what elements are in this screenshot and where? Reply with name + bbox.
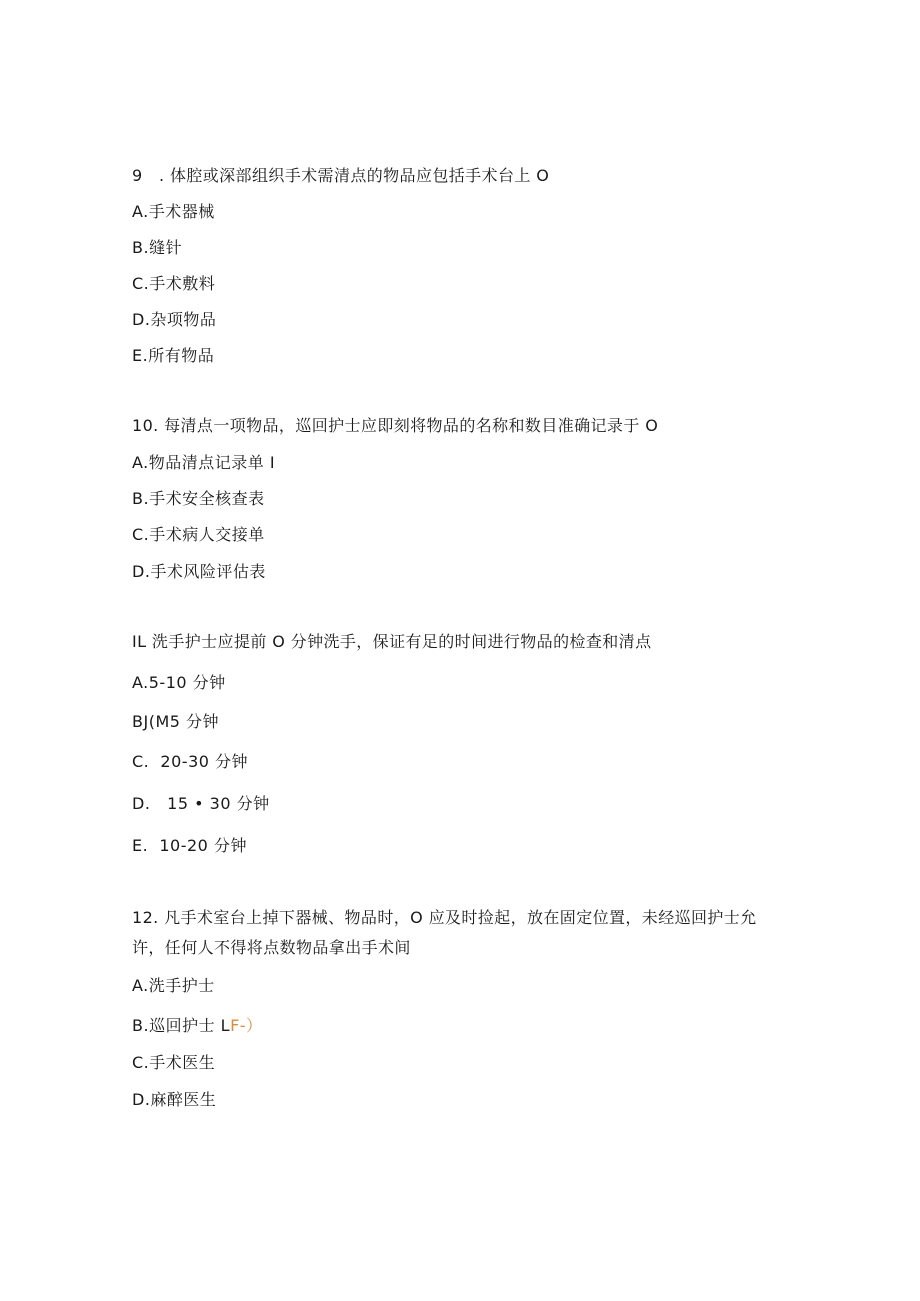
question-11-option-e: E. 10-20 分钟 <box>132 836 247 855</box>
question-10-option-c: C.手术病人交接单 <box>132 525 265 544</box>
question-10-option-d: D.手术风险评估表 <box>132 562 266 581</box>
question-9-stem: 9 . 体腔或深部组织手术需清点的物品应包括手术台上 O <box>132 166 550 185</box>
question-12-option-a: A.洗手护士 <box>132 976 215 995</box>
question-12-option-b <box>132 1016 263 1036</box>
question-12-option-d: D.麻醉医生 <box>132 1090 217 1109</box>
question-9-option-b: B.缝针 <box>132 238 183 257</box>
question-9-option-d: D.杂项物品 <box>132 310 217 329</box>
question-9-option-e: E.所有物品 <box>132 346 215 365</box>
question-12-stem-line-1: 12. 凡手术室台上掉下器械、物品时，O 应及时捡起，放在固定位置，未经巡回护士允 <box>132 908 757 927</box>
question-12-stem-line-2: 许，任何人不得将点数物品拿出手术间 <box>132 938 411 957</box>
question-12-option-b-mark: F-） <box>230 1016 263 1035</box>
question-11-option-c: C. 20-30 分钟 <box>132 752 249 771</box>
question-12-option-b-text: B.巡回护士 L <box>132 1016 231 1035</box>
question-10-option-b: B.手术安全核查表 <box>132 489 265 508</box>
question-11-option-d: D. 15 • 30 分钟 <box>132 794 270 813</box>
question-10-stem: 10. 每清点一项物品，巡回护士应即刻将物品的名称和数目准确记录于 O <box>132 416 659 435</box>
question-11-option-a: A.5-10 分钟 <box>132 673 226 692</box>
question-9-option-a: A.手术器械 <box>132 202 215 221</box>
question-10-option-a: A.物品清点记录单 I <box>132 453 276 472</box>
question-9-option-c: C.手术敷料 <box>132 274 216 293</box>
question-12-option-c: C.手术医生 <box>132 1053 216 1072</box>
question-11-stem: IL 洗手护士应提前 O 分钟洗手，保证有足的时间进行物品的检查和清点 <box>132 632 652 651</box>
question-11-option-b: BJ(M5 分钟 <box>132 712 220 731</box>
